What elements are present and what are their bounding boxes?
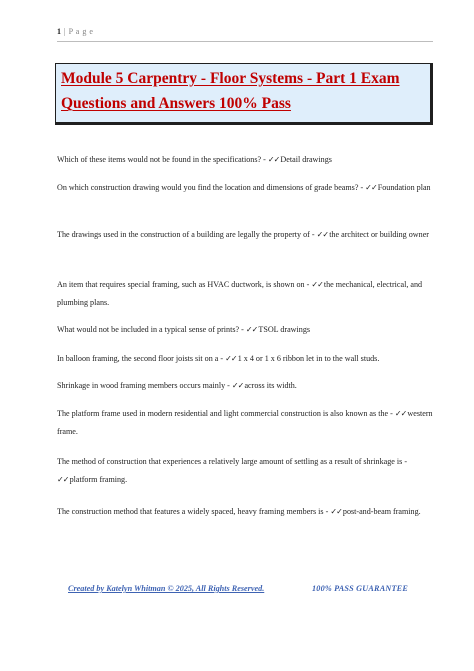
qa-item bbox=[57, 276, 435, 312]
qa-item bbox=[57, 405, 435, 441]
qa-item bbox=[57, 503, 435, 521]
answer-text: TSOL drawings bbox=[258, 325, 311, 334]
question-text: Which of these items would not be found in the specifications? - bbox=[57, 155, 268, 164]
answer-text: across its width. bbox=[244, 381, 297, 390]
question-text: In balloon framing, the second floor joists sit on a - bbox=[57, 354, 226, 363]
question-text: The platform frame used in modern residential and light commercial construction is also known as the - bbox=[57, 409, 395, 418]
answer-text: post-and-beam framing. bbox=[342, 507, 421, 516]
title-line-2: Questions and Answers 100% Pass bbox=[61, 95, 291, 112]
qa-item bbox=[57, 377, 435, 395]
question-text: What would not be included in a typical sense of prints? - bbox=[57, 325, 246, 334]
question-text: The drawings used in the construction of a building are legally the property of - bbox=[57, 230, 317, 239]
answer-text: platform framing. bbox=[69, 475, 128, 484]
question-text: Shrinkage in wood framing members occurs mainly - bbox=[57, 381, 232, 390]
answer-text: 1 x 4 or 1 x 6 ribbon let in to the wall studs. bbox=[237, 354, 380, 363]
check-icon: ✓✓ bbox=[267, 155, 280, 164]
page-header bbox=[57, 27, 433, 42]
qa-item bbox=[57, 350, 435, 368]
check-icon: ✓✓ bbox=[245, 325, 258, 334]
answer-text: Foundation plan bbox=[377, 183, 431, 192]
check-icon: ✓✓ bbox=[365, 183, 377, 192]
question-text: The method of construction that experiences a relatively large amount of settling as a result of shrinkage is - bbox=[57, 457, 408, 466]
qa-item bbox=[57, 321, 435, 339]
qa-item bbox=[57, 179, 435, 197]
check-icon: ✓✓ bbox=[394, 409, 407, 418]
check-icon: ✓✓ bbox=[225, 354, 237, 363]
qa-item bbox=[57, 453, 435, 489]
answer-text: the architect or building owner bbox=[329, 230, 429, 239]
page-label: P a g e bbox=[68, 27, 94, 36]
answer-text: the mechanical, electrical, and plumbing plans. bbox=[57, 280, 423, 307]
answer-text: western frame. bbox=[57, 409, 433, 436]
qa-item bbox=[57, 151, 435, 169]
check-icon: ✓✓ bbox=[311, 280, 323, 289]
question-text: On which construction drawing would you find the location and dimensions of grade beams? - bbox=[57, 183, 366, 192]
check-icon: ✓✓ bbox=[57, 475, 69, 484]
check-icon: ✓✓ bbox=[330, 507, 342, 516]
check-icon: ✓✓ bbox=[316, 230, 329, 239]
footer-guarantee: 100% PASS GUARANTEE bbox=[312, 584, 409, 593]
question-text: The construction method that features a widely spaced, heavy framing members is - bbox=[57, 507, 331, 516]
title-box bbox=[55, 63, 433, 125]
page-separator: | bbox=[61, 27, 69, 36]
document-title bbox=[61, 66, 422, 116]
answer-text: Detail drawings bbox=[280, 155, 332, 164]
check-icon: ✓✓ bbox=[231, 381, 244, 390]
footer-credit: Created by Katelyn Whitman © 2025, All Rights Reserved. bbox=[68, 584, 265, 593]
title-line-1: Module 5 Carpentry - Floor Systems - Part 1 Exam bbox=[61, 70, 400, 87]
question-text: An item that requires special framing, such as HVAC ductwork, is shown on - bbox=[57, 280, 312, 289]
qa-item bbox=[57, 226, 435, 244]
page-number: 1 bbox=[57, 27, 62, 36]
